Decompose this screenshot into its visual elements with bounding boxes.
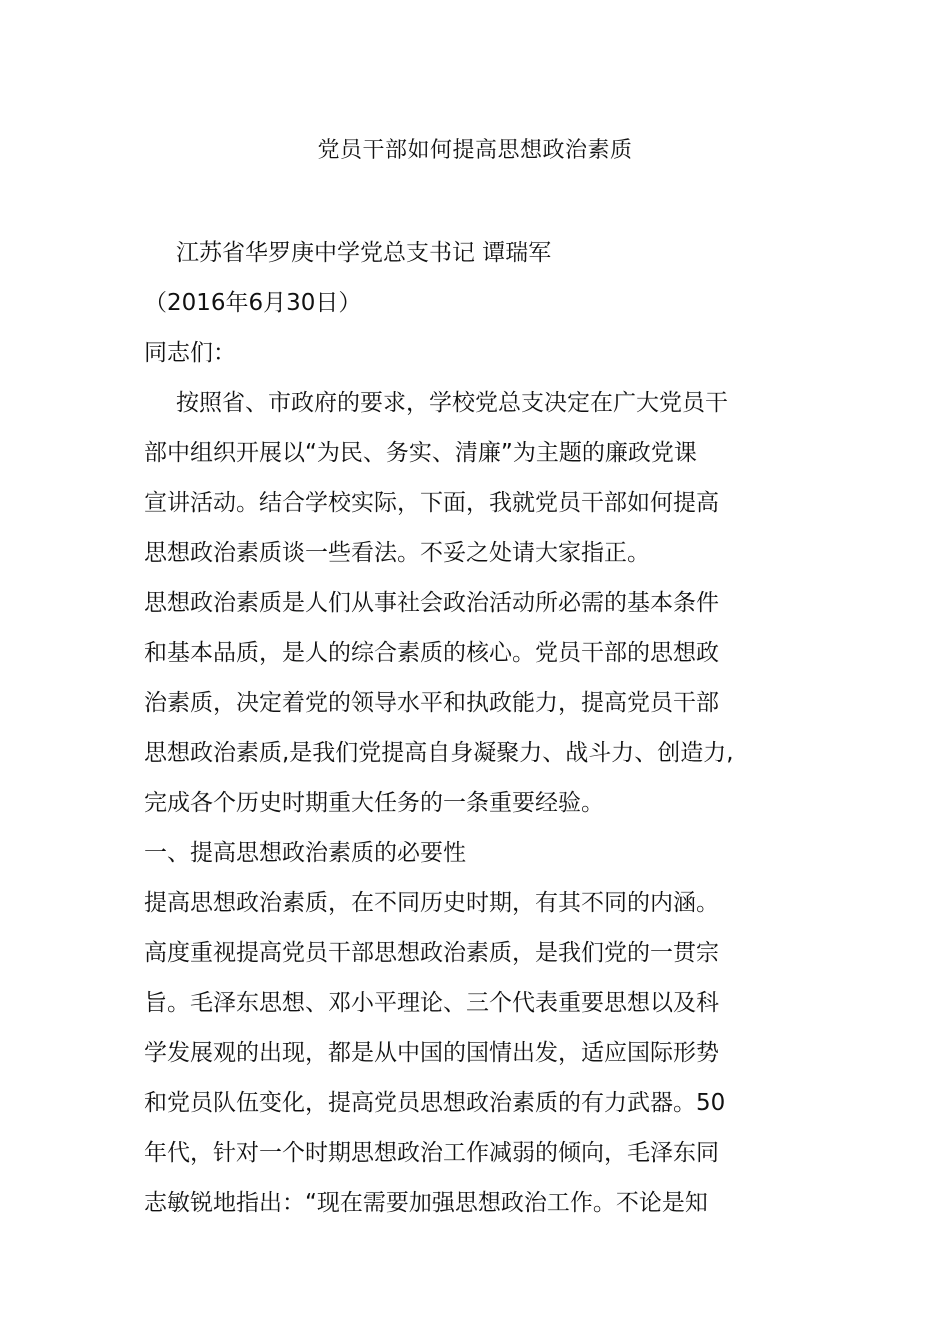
paragraph-line: 和基本品质，是人的综合素质的核心。党员干部的思想政 (144, 640, 719, 666)
paragraph-line: 和党员队伍变化，提高党员思想政治素质的有力武器。50 (144, 1090, 726, 1116)
paragraph-line: 志敏锐地指出：“现在需要加强思想政治工作。不论是知 (144, 1190, 708, 1216)
section-heading: 一、提高思想政治素质的必要性 (144, 840, 466, 866)
paragraph-line: 完成各个历史时期重大任务的一条重要经验。 (144, 790, 604, 816)
paragraph-line: 年代，针对一个时期思想政治工作减弱的倾向，毛泽东同 (144, 1140, 719, 1166)
paragraph-line: 高度重视提高党员干部思想政治素质，是我们党的一贯宗 (144, 940, 719, 966)
paragraph-line: 思想政治素质谈一些看法。不妥之处请大家指正。 (144, 540, 650, 566)
document-title: 党员干部如何提高思想政治素质 (317, 138, 633, 163)
paragraph-line: 学发展观的出现，都是从中国的国情出发，适应国际形势 (144, 1040, 719, 1066)
paragraph-line: 治素质，决定着党的领导水平和执政能力，提高党员干部 (144, 690, 719, 716)
paragraph-line: 思想政治素质是人们从事社会政治活动所必需的基本条件 (144, 590, 719, 616)
paragraph-line: 提高思想政治素质，在不同历史时期，有其不同的内涵。 (144, 890, 719, 916)
author-line: 江苏省华罗庚中学党总支书记 谭瑞军 (176, 240, 552, 266)
date-line: （2016年6月30日） (144, 290, 362, 316)
paragraph-line: 按照省、市政府的要求，学校党总支决定在广大党员干 (176, 390, 728, 416)
salutation: 同志们： (144, 340, 236, 366)
paragraph-line: 思想政治素质,是我们党提高自身凝聚力、战斗力、创造力, (144, 740, 734, 766)
document-body (144, 228, 824, 1228)
paragraph-line: 旨。毛泽东思想、邓小平理论、三个代表重要思想以及科 (144, 990, 719, 1016)
paragraph-line: 部中组织开展以“为民、务实、清廉”为主题的廉政党课 (144, 440, 697, 466)
paragraph-line: 宣讲活动。结合学校实际，下面，我就党员干部如何提高 (144, 490, 719, 516)
